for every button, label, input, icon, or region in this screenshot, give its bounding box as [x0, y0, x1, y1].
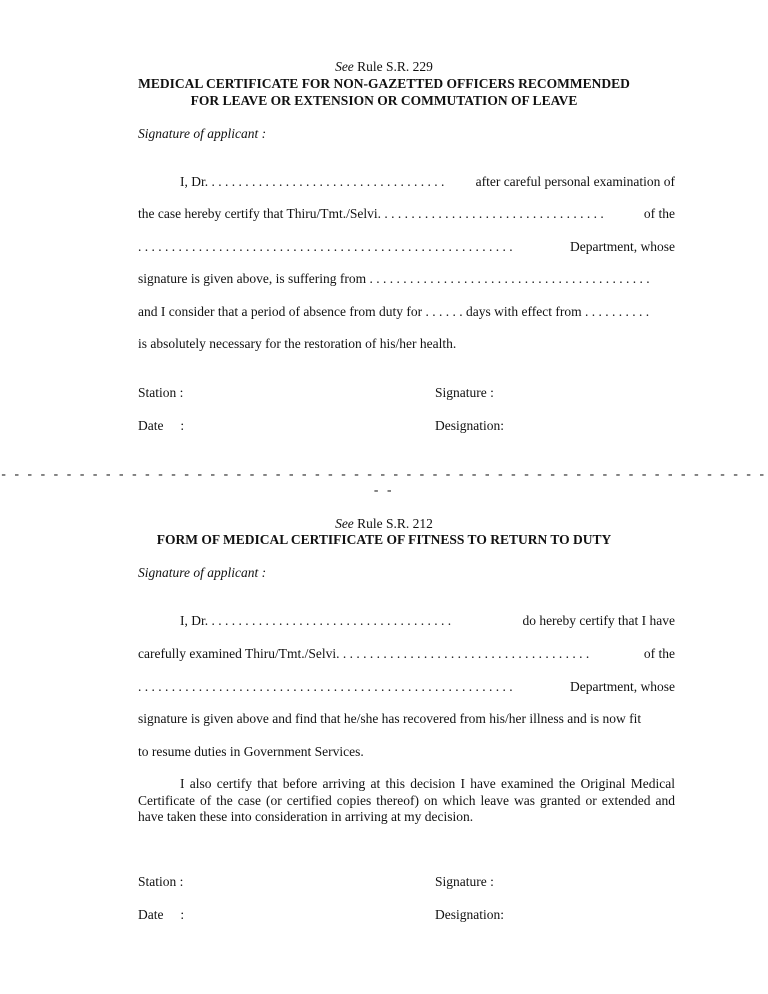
- rule-reference-2: [0, 516, 768, 532]
- signature-label: Signature :: [435, 874, 494, 889]
- fitness-line-5: to resume duties in Government Services.: [138, 744, 364, 759]
- certify-line-3: [138, 239, 675, 255]
- line-text: of the: [643, 206, 675, 221]
- certify-line-5: and I consider that a period of absence from duty for . . . . . . days with effect from . . . . . . . . . .: [138, 304, 650, 319]
- fitness-line-3: [138, 679, 675, 695]
- doctor-name-field: I, Dr. . . . . . . . . . . . . . . . . . . . . . . . . . . . . . . . . . . . .: [180, 613, 452, 628]
- station-label: Station :: [138, 385, 184, 400]
- rule-prefix: See: [335, 516, 354, 531]
- signature-label: Signature :: [435, 385, 494, 400]
- department-field: . . . . . . . . . . . . . . . . . . . . . . . . . . . . . . . . . . . . . . . . . . . . . . . . . . . . . . . .: [138, 239, 513, 254]
- doctor-name-field: I, Dr. . . . . . . . . . . . . . . . . . . . . . . . . . . . . . . . . . . .: [180, 174, 445, 189]
- patient-name-field: carefully examined Thiru/Tmt./Selvi. . . . . . . . . . . . . . . . . . . . . . . . . . . . . . . . . . . . . .: [138, 646, 590, 661]
- patient-name-field: the case hereby certify that Thiru/Tmt./Selvi. . . . . . . . . . . . . . . . . . . . . . . . . . . . . . . . . .: [138, 206, 604, 221]
- signature-of-applicant-label: Signature of applicant :: [138, 565, 267, 580]
- rule-reference-1: [0, 59, 768, 75]
- fitness-line-4: signature is given above and find that he/she has recovered from his/her illness and is now fit: [138, 711, 642, 726]
- rule-text: Rule S.R. 212: [353, 516, 433, 531]
- date-label: Date :: [138, 907, 185, 922]
- certify-line-4: signature is given above, is suffering from . . . . . . . . . . . . . . . . . . . . . . . . . . . . . . . . . . . . . . . . . .: [138, 271, 650, 286]
- line-text: after careful personal examination of: [475, 174, 675, 189]
- fitness-line-2: [138, 646, 675, 662]
- line-text: of the: [643, 646, 675, 661]
- certify-line-2: [138, 206, 675, 222]
- signature-of-applicant-label: Signature of applicant :: [138, 126, 267, 141]
- line-text: Department, whose: [570, 239, 675, 254]
- rule-prefix: See: [335, 59, 354, 74]
- department-field: . . . . . . . . . . . . . . . . . . . . . . . . . . . . . . . . . . . . . . . . . . . . . . . . . . . . . . . .: [138, 679, 513, 694]
- designation-label: Designation:: [435, 418, 504, 433]
- station-label: Station :: [138, 874, 184, 889]
- fitness-line-1: [138, 613, 675, 629]
- certify-line-6: is absolutely necessary for the restoration of his/her health.: [138, 336, 457, 351]
- fitness-certificate-title: FORM OF MEDICAL CERTIFICATE OF FITNESS TO RETURN TO DUTY: [156, 532, 612, 547]
- designation-label: Designation:: [435, 907, 504, 922]
- line-text: do hereby certify that I have: [522, 613, 675, 628]
- certificate-title-line1: MEDICAL CERTIFICATE FOR NON-GAZETTED OFFICERS RECOMMENDED: [138, 76, 630, 91]
- section-divider: - - - - - - - - - - - - - - - - - - - - - - - - - - - - - - - - - - - - - - - - - - - - - - - - - - - - - - - - - - - - -: [1, 466, 767, 497]
- certificate-title-line2: FOR LEAVE OR EXTENSION OR COMMUTATION OF LEAVE: [190, 93, 578, 108]
- certification-paragraph: I also certify that before arriving at this decision I have examined the Original Medical Certificate of the case (or certified copies thereof) on which leave was granted or extended and have taken these into consideration in arriving at my decision.: [138, 776, 675, 824]
- line-text: Department, whose: [570, 679, 675, 694]
- certify-line-1: [138, 174, 675, 190]
- rule-text: Rule S.R. 229: [353, 59, 433, 74]
- date-label: Date :: [138, 418, 185, 433]
